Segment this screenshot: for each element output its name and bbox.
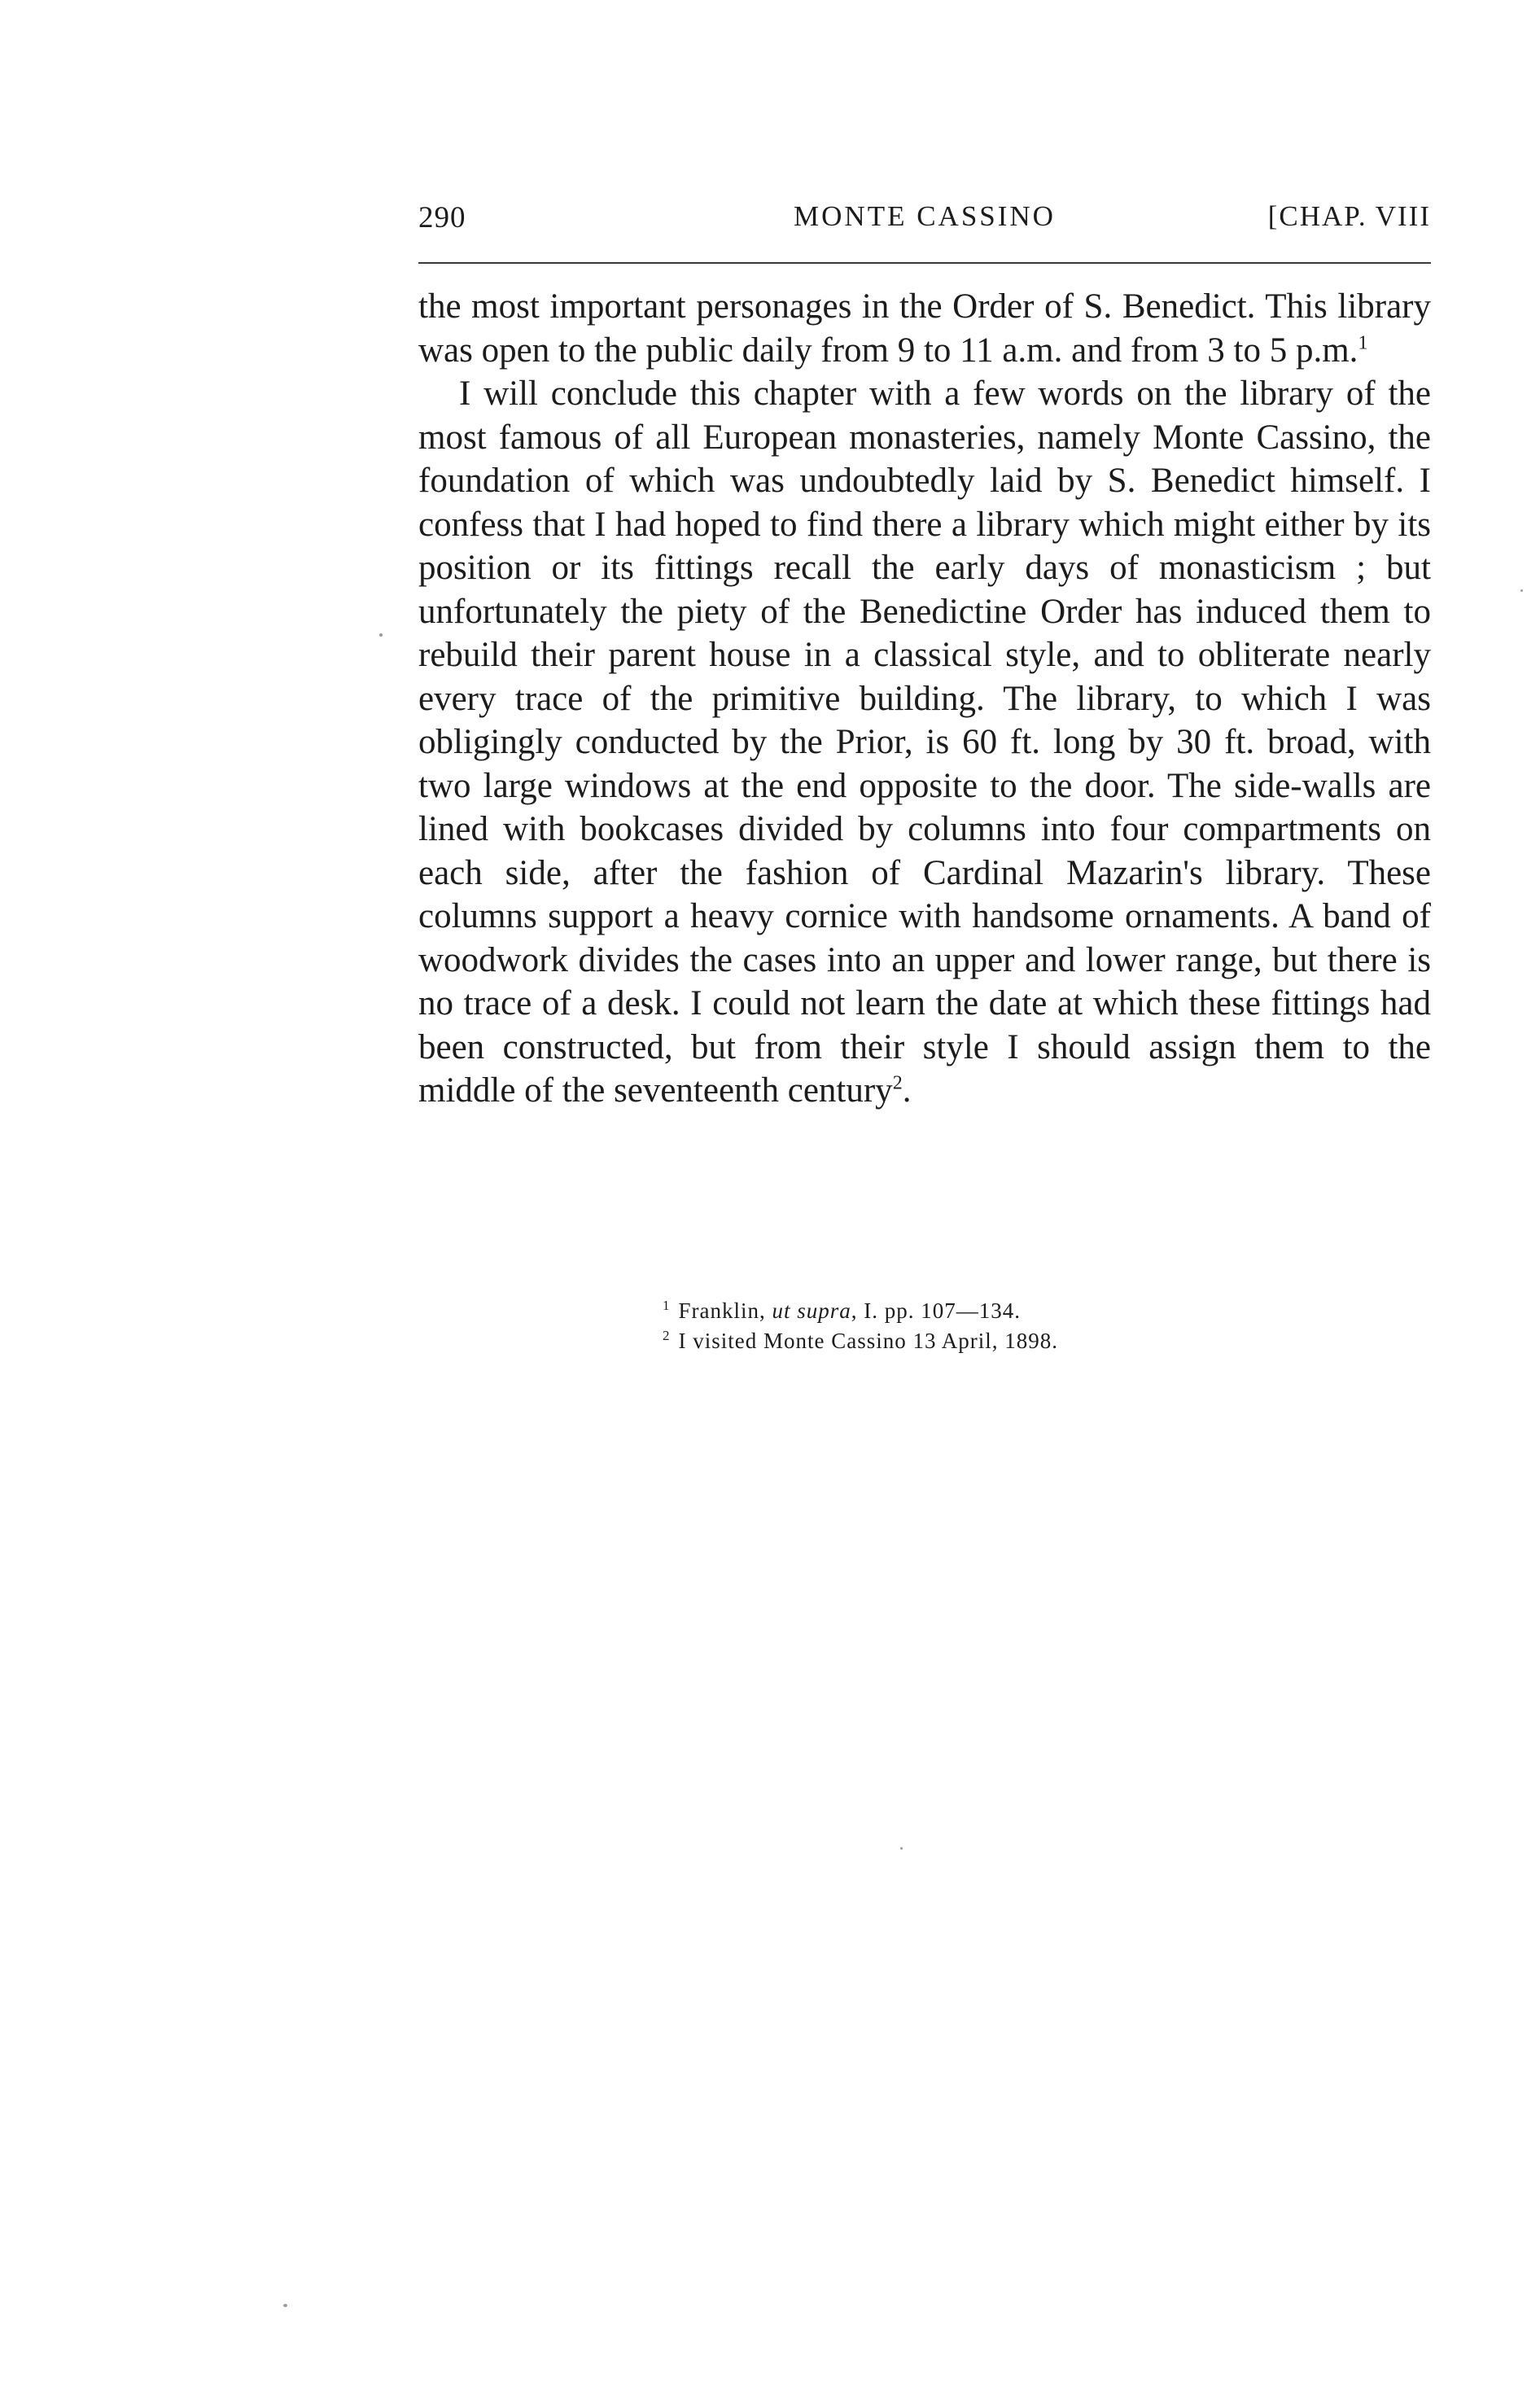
footnote-2-mark: 2 (663, 1328, 671, 1343)
page-number: 290 (418, 201, 466, 234)
paragraph-2-text: I will conclude this chapter with a few words on the library of the most famous of all European monasteries, namely Monte Cassino, the foundation of which was undoubtedly laid by S. Benedict himself. I confess that I had hoped to find there a library which might either by its position or its fittings recall the early days of monasticism ; but unfortunately the piety of the Benedictine Order has induced them to rebuild their parent house in a classical style, and to obliterate nearly every trace of the primitive building. The library, to which I was obligingly conducted by the Prior, is 60 ft. long by 30 ft. broad, with two large windows at the end opposite to the door. The side-walls are lined with bookcases divided by columns into four compartments on each side, after the fashion of Cardinal Mazarin's library. These columns support a heavy cornice with handsome ornaments. A band of woodwork divides the cases into an upper and lower range, but there is no trace of a desk. I could not learn the date at which these fittings had been constructed, but from their style I should assign them to the middle of the seventeenth century (418, 374, 1431, 1110)
running-title: MONTE CASSINO (794, 200, 1056, 232)
footnote-2 (663, 1326, 1395, 1356)
paragraph-monte-cassino (418, 372, 1431, 1113)
paper-speck (1520, 589, 1523, 592)
running-head (418, 200, 1431, 249)
footnote-1-rest: , I. pp. 107—134. (851, 1298, 1022, 1323)
paper-speck (379, 633, 383, 637)
footnote-reference-1: 1 (1358, 332, 1368, 354)
footnote-1-mark: 1 (663, 1298, 671, 1313)
footnote-reference-2: 2 (892, 1072, 903, 1094)
paragraph-2-end: . (902, 1071, 912, 1110)
paragraph-continued (418, 285, 1431, 372)
footnote-1-italic-ref: ut supra (772, 1298, 851, 1323)
footnote-1 (663, 1296, 1395, 1326)
paper-speck (900, 1847, 903, 1850)
footnotes (663, 1296, 1395, 1356)
paper-speck (283, 2304, 287, 2307)
chapter-reference: [CHAP. VIII (1267, 200, 1431, 232)
footnote-1-author: Franklin, (678, 1298, 772, 1323)
header-rule (418, 262, 1431, 264)
paragraph-1-text: the most important personages in the Order of S. Benedict. This library was open to the public daily from 9 to 11 a.m. and from 3 to 5 p.m. (418, 287, 1431, 370)
body-text (418, 285, 1431, 1113)
footnote-2-text: I visited Monte Cassino 13 April, 1898. (678, 1329, 1058, 1353)
